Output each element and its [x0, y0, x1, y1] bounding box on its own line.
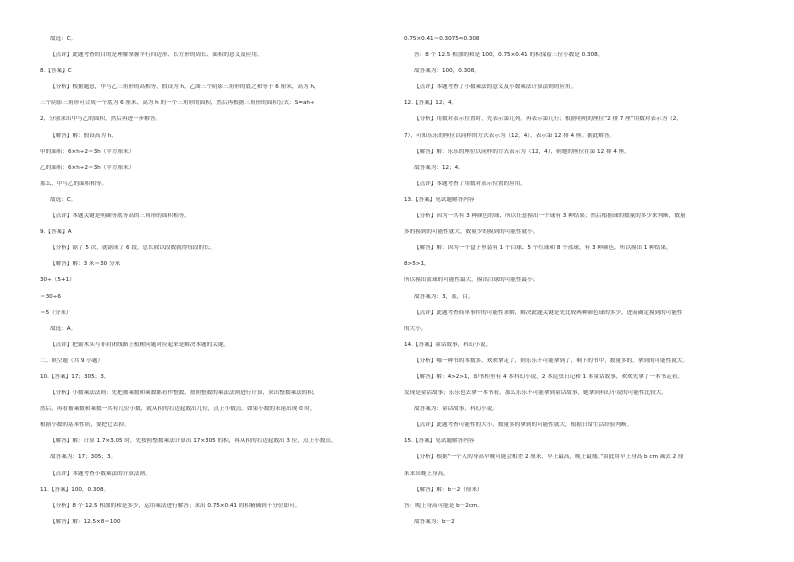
left-column: [40, 36, 396, 535]
text-line: 【解答】解：b－2（厘米）: [414, 486, 483, 493]
text-line: 2，分别求出甲与乙的面积，然后再进一步解答。: [40, 116, 162, 123]
text-line: 【分析】因为一共有 3 种颜色的球，所以任意摸出一个球有 3 种结果；然后根据球的数量的多少来判断，数量: [414, 213, 686, 220]
text-line: 7），可知乐乐的座位以同样的方式表示为（12，4），表示第 12 排 4 座。据此解答。: [404, 132, 616, 139]
text-line: 【解答】解：乐乐的座位以同样的方式表示为（12，4），则她的座位在第 12 排 4 座。: [414, 148, 630, 155]
text-line: 故答案为：17；305；3。: [50, 454, 117, 461]
text-line: 米求出晚上身高。: [404, 470, 449, 477]
text-line: 二、填空题（共 9 小题）: [40, 357, 104, 364]
text-line: 14.【答案】童话故事，科幻小说。: [404, 341, 492, 348]
text-line: 8.【答案】C: [40, 68, 72, 75]
right-column: [404, 36, 760, 535]
text-line: 【解答】解：4>2>1，即书柜里有 4 本科幻小说，2 本昆虫日记和 1 本童话故事，欢欢先拿了一本书走看，: [414, 373, 683, 380]
text-line: 8>5>1，: [404, 261, 430, 268]
text-line: 11.【答案】100，0.308。: [40, 486, 110, 493]
text-line: 【分析】用数对表示位置时，先表示第几列，再表示第几行；根据明明的座位“2 排 7 座”用数对表示为（2，: [414, 116, 682, 123]
text-line: 【分析】根据“一个人的身高早晚可能会相差 2 厘米，早上最高，晚上最矮。”由此用早上身高 b cm 减去 2 厘: [414, 454, 684, 461]
text-line: 的大小。: [404, 325, 427, 332]
text-line: 【点评】本题考查了小数乘法的意义及小数乘法计算法则的应用。: [414, 84, 577, 91]
text-line: 【点评】此题考查简单事件的可能性求解，解决此题关键是先比较两种颜色球的多少，进而确定摸到的可能性: [414, 309, 683, 316]
text-line: 三个阴影三角形可合成一个底为 6 厘米、高为 h 的一个三角形的面积，然后再根据三角形的面积公式：S=ah÷: [40, 100, 315, 107]
text-line: 【点评】本题关键是明确等底等高的三角形的面积相等。: [50, 213, 190, 220]
text-line: 【解答】解：计算 1.7×3.05 时，先按照整数乘法计算出 17×305 的积，再从积的右边起数出 3 位，点上小数点。: [50, 438, 337, 445]
text-line: 【解答】解：因为一个盒子里装有 1 个白球、5 个红球和 8 个蓝球，有 3 种颜色，所以摸出 1 种结果，: [414, 245, 672, 252]
text-line: 答：晚上身高可能是 b－2cm。: [404, 502, 483, 509]
text-line: 故选：C。: [50, 196, 77, 203]
text-line: 【点评】此题考查可能性的大小，数量多的拿到的可能性就大，根据日常生活经验判断。: [414, 422, 633, 429]
text-line: 30÷（5+1）: [40, 277, 75, 284]
text-line: 【点评】本题考查小数乘法的计算法则。: [50, 470, 151, 477]
text-line: 故答案为：3，蓝，白。: [414, 293, 474, 300]
text-line: 故答案为：b－2: [414, 518, 455, 525]
text-line: 13.【答案】见试题解答内容: [404, 196, 475, 203]
text-line: 12.【答案】12；4。: [404, 100, 458, 107]
text-line: 【点评】把锯木头与非封闭线路上植树问题对应起来是解决本题的关键。: [50, 341, 230, 348]
text-line: 9.【答案】A: [40, 229, 72, 236]
text-line: 乙的面积：6×h÷2＝3h（平方厘米）: [40, 164, 135, 171]
text-line: 故选：A。: [50, 325, 77, 332]
text-line: 故答案为：100，0.308。: [414, 68, 480, 75]
text-line: 故答案为：童话故事，科幻小说。: [414, 406, 498, 413]
text-line: 发现是童话故事；乐乐也去拿一本书看，那么乐乐不可能拿到童话故事，她拿到科幻小说的可能性比较大。: [404, 390, 667, 397]
text-line: 10.【答案】17；305；3。: [40, 373, 110, 380]
text-line: 故选：C。: [50, 36, 77, 42]
text-line: 根据小数的基本性质，要把它去掉。: [40, 422, 130, 429]
text-line: 【分析】小数乘法法则：先把被乘数和乘数都看作整数，按照整数的乘法法则进行计算，求出整数乘法的积，: [50, 390, 319, 397]
text-line: ＝5（分米）: [40, 309, 72, 316]
text-line: 15.【答案】见试题解答内容: [404, 438, 475, 445]
text-line: 然后，再看被乘数和乘数一共有几位小数，就从积的右边起数出几位，点上小数点。如果小数的末尾出现 0 时，: [40, 406, 316, 413]
text-line: 答：8 个 12.5 相加的和是 100，0.75×0.41 的积保留三位小数是 0.308。: [414, 52, 604, 59]
text-line: 【解答】解：12.5×8＝100: [50, 518, 121, 525]
text-line: 【分析】根据题意，甲与乙三角形的高相等，假设为 h，乙图三个阴影三角形的底之和等于 6 厘米，高为 h，: [50, 84, 320, 91]
text-line: 多的摸到的可能性就大，数量少的摸到的可能性就小。: [404, 229, 539, 236]
text-line: 【解答】解：假设高为 h，: [50, 132, 117, 139]
text-line: ＝30÷6: [40, 293, 61, 300]
text-line: 那么，甲与乙的面积相等。: [40, 180, 108, 187]
text-line: 【点评】本题考查了用数对表示位置的应用。: [414, 180, 526, 187]
text-line: 【点评】此题考查的目的是理解掌握平行四边形、长方形的周长、面积的意义及应用。: [50, 52, 263, 59]
text-line: 0.75×0.41＝0.3075≈0.308: [404, 36, 480, 42]
text-line: 所以摸出蓝球的可能性最大，摸出白球的可能性最小；: [404, 277, 539, 284]
text-line: 【分析】8 个 12.5 相加的和是多少，运用乘法进行解答；求出 0.75×0.41 的积精确到千分位即可。: [50, 502, 301, 509]
text-line: 【分析】锯了 5 次，就锯成了 6 段，总长除以段数就得每段的长。: [50, 245, 216, 252]
text-line: 故答案为：12；4。: [414, 164, 464, 171]
text-line: 甲的面积：6×h÷2＝3h（平方厘米）: [40, 148, 135, 155]
text-line: 【分析】哪一种书的本数多，欢欢拿走了，则乐乐不可能拿到了，剩下的书中，数量多的，拿到的可能性就大。: [414, 357, 689, 364]
text-line: 【解答】解：3 米＝30 分米: [50, 261, 121, 268]
